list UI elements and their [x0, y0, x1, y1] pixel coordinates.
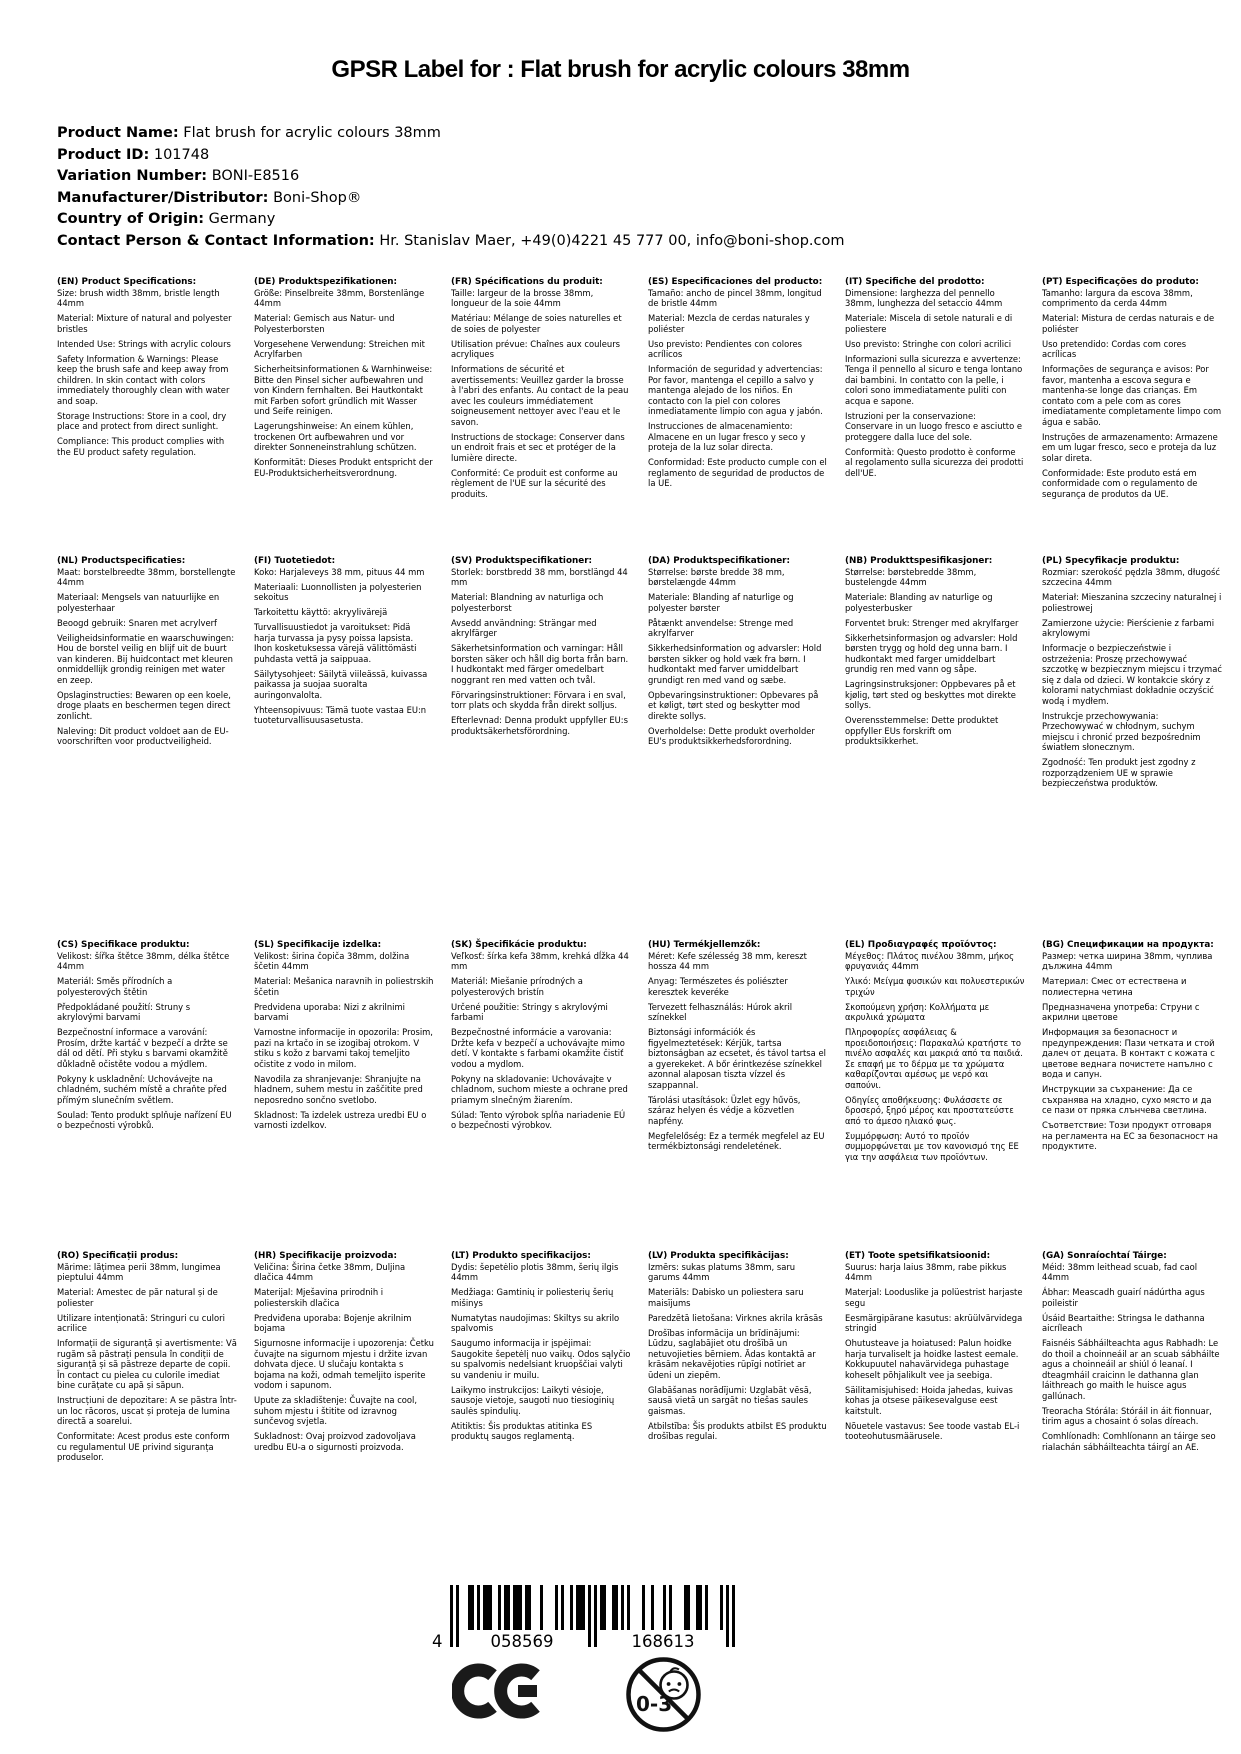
spec-paragraph: Konformität: Dieses Produkt entspricht der EU-Produktsicherheitsverordnung. — [254, 457, 433, 478]
spec-paragraph: Turvallisuustiedot ja varoitukset: Pidä harja turvassa ja pysy poissa lapsista. Ihon kosketuksessa värejä välittömästi puhdasta vettä ja saippuaa. — [254, 622, 417, 664]
lang-block-title: (NL) Productspecificaties: — [57, 556, 186, 566]
spec-paragraph: Säilytysohjeet: Säilytä viileässä, kuivassa paikassa ja suojaa suoralta auringonvalolta. — [254, 668, 428, 700]
lang-grid — [57, 277, 1236, 1467]
spec-paragraph: Material: Mixture of natural and polyester bristles — [57, 313, 232, 334]
spec-paragraph: Storlek: borstbredd 38 mm, borstlängd 44 mm — [451, 566, 628, 587]
spec-paragraph: Информация за безопасност и предупреждения: Пази четката и стой далеч от децата. В контакт с кожата с цветове веднага почистете напълно с вода и сапун. — [1042, 1027, 1215, 1079]
spec-paragraph: Skladnost: Ta izdelek ustreza uredbi EU o varnosti izdelkov. — [254, 1109, 427, 1130]
spec-paragraph: Ábhar: Meascadh guairí nádúrtha agus poileistir — [1042, 1287, 1205, 1308]
lang-block-sv — [451, 556, 631, 741]
spec-paragraph: Sikkerhetsinformasjon og advarsler: Hold børsten trygg og hold deg unna barn. I hudkontakt med farger umiddelbart grundig ren med vann og såpe. — [845, 632, 1018, 674]
info-label: Product Name: — [57, 125, 179, 141]
lang-block-title: (EL) Προδιαγραφές προϊόντος: — [845, 940, 997, 950]
spec-paragraph: Informacje o bezpieczeństwie i ostrzeżenia: Proszę przechowywać szczotkę w bezpiecznym miejscu i trzymać się z dala od dzieci. W kontakcie skóry z kolorami natychmiast dokładnie oczyścić wodą i mydłem. — [1042, 643, 1222, 706]
spec-paragraph: Maat: borstelbreedte 38mm, borstellengte 44mm — [57, 566, 236, 587]
spec-paragraph: Efterlevnad: Denna produkt uppfyller EU:s produktsäkerhetsförordning. — [451, 715, 628, 736]
spec-paragraph: Instruções de armazenamento: Armazene em um lugar fresco, seco e proteja da luz solar direta. — [1042, 431, 1218, 463]
spec-paragraph: Uso pretendido: Cordas com cores acrílicas — [1042, 338, 1187, 359]
spec-paragraph: Sukladnost: Ovaj proizvod zadovoljava uredbu EU-a o sigurnosti proizvoda. — [254, 1431, 416, 1452]
spec-paragraph: Información de seguridad y advertencias: Por favor, mantenga el cepillo a salvo y mantenga alejado de los niños. En contacto con la piel con colores inmediatamente limpio con agua y jabón. — [648, 364, 823, 416]
lang-block-title: (ES) Especificaciones del producto: — [648, 277, 823, 287]
spec-paragraph: Инструкции за съхранение: Да се съхранява на хладно, сухо място и да се пази от пряка слънчева светлина. — [1042, 1084, 1212, 1115]
spec-paragraph: Conformité: Ce produit est conforme au règlement de l'UE sur la sécurité des produits. — [451, 467, 618, 499]
lang-block-title: (PL) Specyfikacje produktu: — [1042, 556, 1180, 566]
lang-block-title: (BG) Спецификации на продукта: — [1042, 940, 1214, 950]
lang-block-hu — [648, 940, 828, 1156]
spec-paragraph: Súlad: Tento výrobok spĺňa nariadenie EÚ o bezpečnosti výrobkov. — [451, 1109, 626, 1130]
spec-paragraph: Υλικό: Μείγμα φυσικών και πολυεστερικών τριχών — [845, 976, 1025, 997]
spec-paragraph: Sigurnosne informacije i upozorenja: Četku čuvajte na sigurnom mjestu i držite izvan dohvata djece. U slučaju kontakta s bojama na koži, odmah temeljito isperite vodom i sapunom. — [254, 1338, 434, 1390]
barcode-digit-lead: 4 — [432, 1632, 443, 1651]
spec-paragraph: Istruzioni per la conservazione: Conservare in un luogo fresco e asciutto e proteggere dalla luce del sole. — [845, 410, 1023, 442]
lang-block-title: (CS) Specifikace produktu: — [57, 940, 190, 950]
spec-paragraph: Suurus: harja laius 38mm, rabe pikkus 44mm — [845, 1261, 1007, 1282]
spec-paragraph: Predviđena uporaba: Bojenje akrilnim bojama — [254, 1312, 412, 1333]
spec-paragraph: Tárolási utasítások: Üzlet egy hűvös, száraz helyen és védje a közvetlen napfény. — [648, 1094, 801, 1126]
spec-paragraph: Materiál: Směs přírodních a polyesterových štětin — [57, 976, 173, 997]
info-value: Boni-Shop® — [268, 189, 362, 206]
spec-paragraph: Σκοπούμενη χρήση: Κολλήματα με ακρυλικά χρώματα — [845, 1001, 990, 1022]
info-value: Hr. Stanislav Maer, +49(0)4221 45 777 00, info@boni-shop.com — [374, 232, 845, 249]
spec-paragraph: Bezpečnostné informácie a varovania: Držte kefa v bezpečí a uchovávajte mimo detí. V kontakte s farbami okamžite čistiť vodou a mydlom. — [451, 1027, 625, 1069]
barcode-bars — [424, 1585, 740, 1651]
spec-paragraph: Dimensione: larghezza del pennello 38mm, lunghezza del setaccio 44mm — [845, 287, 1003, 308]
spec-paragraph: Materiale: Blanding av naturlige og polyesterbusker — [845, 592, 993, 613]
lang-block-title: (RO) Specificații produs: — [57, 1251, 179, 1261]
spec-paragraph: Matériau: Mélange de soies naturelles et de soies de polyester — [451, 313, 622, 334]
info-value: Germany — [204, 211, 276, 228]
spec-paragraph: Säilitamisjuhised: Hoida jahedas, kuivas kohas ja otsese päikesevalguse eest kaitstult. — [845, 1384, 1013, 1416]
spec-paragraph: Safety Information & Warnings: Please keep the brush safe and keep away from children. In skin contact with colors immediately thoroughly clean with water and soap. — [57, 353, 230, 406]
spec-paragraph: Размер: четка ширина 38mm, чуплива дължина 44mm — [1042, 950, 1213, 971]
spec-paragraph: Utilisation prévue: Chaînes aux couleurs acryliques — [451, 338, 621, 359]
spec-paragraph: Mărime: lățimea perii 38mm, lungimea pieptului 44mm — [57, 1261, 221, 1282]
spec-paragraph: Materiaali: Luonnollisten ja polyesterien sekoitus — [254, 581, 422, 602]
spec-paragraph: Numatytas naudojimas: Skiltys su akrilo spalvomis — [451, 1312, 620, 1333]
info-line — [57, 231, 845, 253]
spec-paragraph: Größe: Pinselbreite 38mm, Borstenlänge 44mm — [254, 287, 425, 308]
spec-paragraph: Intended Use: Strings with acrylic colours — [57, 338, 231, 349]
spec-paragraph: Materiāls: Dabisko un poliestera saru maisījums — [648, 1287, 804, 1308]
lang-block-title: (SV) Produktspecifikationer: — [451, 556, 593, 566]
info-value: Flat brush for acrylic colours 38mm — [178, 125, 441, 141]
spec-paragraph: Materjal: Looduslike ja polüestrist harjaste segu — [845, 1287, 1023, 1308]
spec-paragraph: Tervezett felhasználás: Húrok akril színekkel — [648, 1001, 793, 1022]
spec-paragraph: Tamanho: largura da escova 38mm, comprimento da cerda 44mm — [1042, 287, 1193, 308]
spec-paragraph: Материал: Смес от естествена и полиестерна четина — [1042, 976, 1187, 997]
spec-paragraph: Informações de segurança e avisos: Por favor, mantenha a escova segura e mantenha-se longe das crianças. Em contato com a pele com as cores imediatamente completamente limpo com água e sabão. — [1042, 364, 1222, 427]
spec-paragraph: Pokyny k uskladnění: Uchovávejte na chladném, suchém místě a chraňte před přímým slunečním světlem. — [57, 1073, 227, 1105]
spec-paragraph: Instructions de stockage: Conserver dans un endroit frais et sec et protéger de la lumière directe. — [451, 431, 625, 463]
spec-paragraph: Předpokládané použití: Struny s akrylovými barvami — [57, 1001, 191, 1022]
lang-block-sl — [254, 940, 434, 1135]
spec-paragraph: Instrukcje przechowywania: Przechowywać w chłodnym, suchym miejscu i chronić przed bezpośrednim światłem słonecznym. — [1042, 710, 1201, 752]
spec-paragraph: Informations de sécurité et avertissements: Veuillez garder la brosse à l'abri des enfants. Au contact de la peau avec les couleurs immédiatement soigneusement nettoyer avec l'eau et le savon. — [451, 364, 629, 427]
lang-block-es — [648, 277, 828, 493]
spec-paragraph: Conformità: Questo prodotto è conforme al regolamento sulla sicurezza dei prodotti dell'UE. — [845, 446, 1024, 478]
spec-paragraph: Material: Mistura de cerdas naturais e de poliéster — [1042, 313, 1215, 334]
barcode-digits-left: 058569 — [490, 1632, 554, 1651]
lang-block-nb — [845, 556, 1025, 751]
lang-block-title: (SK) Špecifikácie produktu: — [451, 940, 587, 950]
spec-paragraph: Size: brush width 38mm, bristle length 44mm — [57, 287, 220, 308]
spec-paragraph: Påtænkt anvendelse: Strenge med akrylfarver — [648, 617, 794, 638]
spec-paragraph: Veličina: Širina četke 38mm, Duljina dlačica 44mm — [254, 1261, 406, 1282]
spec-paragraph: Instrucciones de almacenamiento: Almacene en un lugar fresco y seco y proteja de la luz solar directa. — [648, 421, 806, 452]
spec-paragraph: Naleving: Dit product voldoet aan de EU-voorschriften voor productveiligheid. — [57, 725, 229, 746]
spec-paragraph: Πληροφορίες ασφάλειας & προειδοποιήσεις: Παρακαλώ κρατήστε το πινέλο ασφαλές και μακριά από τα παιδιά. Σε επαφή με το δέρμα με τα χρώματα καθαρίζονται αμέσως με νερό και σαπούνι. — [845, 1027, 1023, 1090]
lang-block-title: (DA) Produktspecifikationer: — [648, 556, 791, 566]
spec-paragraph: Conformidad: Este producto cumple con el reglamento de seguridad de productos de la UE. — [648, 457, 827, 488]
spec-paragraph: Anyag: Természetes és poliészter keresztek keveréke — [648, 976, 788, 997]
age-warning-text: 0-3 — [636, 1692, 673, 1716]
spec-paragraph: Material: Amestec de păr natural și de poliester — [57, 1287, 218, 1308]
spec-paragraph: Bezpečnostní informace a varování: Prosím, držte kartáč v bezpečí a držte se dál od dětí. Při styku s barvami okamžitě důkladně očistěte vodou a mýdlem. — [57, 1027, 228, 1069]
spec-paragraph: Tamaño: ancho de pincel 38mm, longitud de bristle 44mm — [648, 287, 822, 308]
info-label: Contact Person & Contact Information: — [57, 232, 375, 249]
spec-paragraph: Úsáid Beartaithe: Stringsa le dathanna aicríleach — [1042, 1312, 1205, 1333]
spec-paragraph: Faisnéis Sábháilteachta agus Rabhadh: Le do thoil a choinneáil ar an scuab sábháilte agus a choinneáil ar shiúl ó leanaí. I dteagmháil craicinn le dathanna glan láithreach go maith le huisce agus gallúnach. — [1042, 1338, 1220, 1401]
spec-paragraph: Soulad: Tento produkt splňuje nařízení EU o bezpečnosti výrobků. — [57, 1109, 232, 1130]
spec-paragraph: Materiale: Miscela di setole naturali e di poliestere — [845, 313, 1013, 334]
lang-block-hr — [254, 1251, 434, 1457]
lang-block-title: (DE) Produktspezifikationen: — [254, 277, 398, 287]
spec-paragraph: Atbilstība: Šis produkts atbilst ES produktu drošības regulai. — [648, 1420, 827, 1441]
spec-paragraph: Storage Instructions: Store in a cool, dry place and protect from direct sunlight. — [57, 410, 227, 431]
spec-paragraph: Eesmärgipärane kasutus: akrüülvärvidega stringid — [845, 1312, 1023, 1333]
spec-paragraph: Ohutusteave ja hoiatused: Palun hoidke harja turvaliselt ja hoidke lastest eemale. Kokkupuutel nahavärvidega puhastage koheselt põhjalikult vee ja seebiga. — [845, 1338, 1019, 1380]
lang-block-title: (LV) Produkta specifikācijas: — [648, 1251, 789, 1261]
spec-paragraph: Pokyny na skladovanie: Uchovávajte v chladnom, suchom mieste a ochrane pred priamym slnečným žiarením. — [451, 1073, 628, 1105]
lang-block-title: (IT) Specifiche del prodotto: — [845, 277, 985, 287]
spec-paragraph: Paredzētā lietošana: Virknes akrila krāsās — [648, 1312, 823, 1323]
spec-paragraph: Nõuetele vastavus: See toode vastab EL-i tooteohutusmäärusele. — [845, 1420, 1020, 1441]
spec-paragraph: Velikost: šířka štětce 38mm, délka štětce 44mm — [57, 950, 230, 971]
spec-paragraph: Conformitate: Acest produs este conform cu regulamentul UE privind siguranța produselor. — [57, 1431, 230, 1462]
spec-paragraph: Предназначена употреба: Струни с акрилни цветове — [1042, 1001, 1200, 1022]
lang-block-lt — [451, 1251, 631, 1446]
lang-block-de — [254, 277, 434, 483]
spec-paragraph: Materiál: Miešanie prírodných a polyesterových bristín — [451, 976, 583, 997]
spec-paragraph: Upute za skladištenje: Čuvajte na cool, suhom mjestu i štitite od izravnog sunčevog svjetla. — [254, 1395, 418, 1426]
spec-paragraph: Drošības informācija un brīdinājumi: Lūdzu, saglabājiet otu drošībā un netuvojieties bērniem. Ādas kontaktā ar krāsām nekavējoties rūpīgi notīriet ar ūdeni un ziepēm. — [648, 1327, 816, 1380]
lang-block-pl — [1042, 556, 1222, 793]
info-line — [57, 188, 845, 210]
spec-paragraph: Predvidena uporaba: Nizi z akrilnimi barvami — [254, 1001, 405, 1022]
lang-block-nl — [57, 556, 237, 751]
spec-paragraph: Lagerungshinweise: An einem kühlen, trockenen Ort aufbewahren und vor direkter Sonneneinstrahlung schützen. — [254, 421, 417, 452]
lang-block-cs — [57, 940, 237, 1135]
spec-paragraph: Materijal: Mješavina prirodnih i poliesterskih dlačica — [254, 1287, 384, 1308]
spec-paragraph: Glabāšanas norādījumi: Uzglabāt vēsā, sausā vietā un sargāt no tiešas saules gaismas. — [648, 1384, 812, 1416]
spec-paragraph: Conformidade: Este produto está em conformidade com o regulamento de segurança de produtos da UE. — [1042, 467, 1198, 499]
spec-paragraph: Overensstemmelse: Dette produktet oppfyller EUs forskrift om produktsikkerhet. — [845, 715, 999, 746]
spec-paragraph: Съответствие: Този продукт отговаря на регламента на ЕС за безопасност на продуктите. — [1042, 1120, 1219, 1151]
page-title: GPSR Label for : Flat brush for acrylic colours 38mm — [331, 56, 910, 83]
spec-paragraph: Velikost: širina čopiča 38mm, dolžina ščetin 44mm — [254, 950, 410, 971]
spec-paragraph: Taille: largeur de la brosse 38mm, longueur de la soie 44mm — [451, 287, 594, 308]
lang-block-title: (PT) Especificações do produto: — [1042, 277, 1199, 287]
spec-paragraph: Comhlíonadh: Comhlíonann an táirge seo rialachán sábháilteachta táirgí an AE. — [1042, 1431, 1216, 1452]
spec-paragraph: Beoogd gebruik: Snaren met acrylverf — [57, 617, 217, 628]
spec-paragraph: Sicherheitsinformationen & Warnhinweise: Bitte den Pinsel sicher aufbewahren und von Kindern fernhalten. Bei Hautkontakt mit Farben sofort gründlich mit Wasser und Seife reinigen. — [254, 364, 433, 416]
lang-block-ga — [1042, 1251, 1222, 1457]
lang-block-title: (LT) Produkto specifikacijos: — [451, 1251, 591, 1261]
lang-block-bg — [1042, 940, 1222, 1156]
spec-paragraph: Materiale: Blanding af naturlige og polyester børster — [648, 592, 794, 613]
spec-paragraph: Utilizare intenționată: Stringuri cu culori acrilice — [57, 1312, 225, 1333]
spec-paragraph: Forventet bruk: Strenger med akrylfarger — [845, 617, 1019, 628]
spec-paragraph: Tarkoitettu käyttö: akryylivärejä — [254, 607, 388, 617]
spec-paragraph: Informații de siguranță și avertismente: Vă rugăm să păstrați pensula în condiții de siguranță și să păstreze departe de copii. În contact cu pielea cu culorile imediat bine curățate cu apă și săpun. — [57, 1338, 237, 1390]
lang-block-el — [845, 940, 1025, 1167]
lang-block-sk — [451, 940, 631, 1135]
spec-paragraph: Vorgesehene Verwendung: Streichen mit Acrylfarben — [254, 338, 425, 359]
spec-paragraph: Opslaginstructies: Bewaren op een koele, droge plaats en beschermen tegen direct zonlicht. — [57, 689, 231, 721]
spec-paragraph: Συμμόρφωση: Αυτό το προϊόν συμμορφώνεται με τον κανονισμό της ΕΕ για την ασφάλεια των προϊόντων. — [845, 1130, 1019, 1162]
lang-block-title: (EN) Product Specifications: — [57, 277, 197, 287]
lang-block-title: (NB) Produkttspesifikasjoner: — [845, 556, 993, 566]
spec-paragraph: Izmērs: sukas platums 38mm, saru garums 44mm — [648, 1261, 796, 1282]
spec-paragraph: Zgodność: Ten produkt jest zgodny z rozporządzeniem UE w sprawie bezpieczeństwa produktów. — [1042, 757, 1196, 788]
info-label: Product ID: — [57, 146, 150, 163]
spec-paragraph: Dydis: šepetėlio plotis 38mm, šerių ilgis 44mm — [451, 1261, 619, 1282]
lang-block-fi — [254, 556, 434, 730]
spec-paragraph: Material: Mezcla de cerdas naturales y poliéster — [648, 313, 810, 334]
spec-paragraph: Materiaal: Mengsels van natuurlijke en polyesterhaar — [57, 592, 220, 613]
info-line — [57, 166, 845, 188]
spec-paragraph: Méid: 38mm leithead scuab, fad caol 44mm — [1042, 1261, 1198, 1282]
lang-block-it — [845, 277, 1025, 483]
barcode-digits-right: 168613 — [631, 1632, 695, 1651]
info-label: Country of Origin: — [57, 211, 205, 228]
spec-paragraph: Varnostne informacije in opozorila: Prosim, pazi na krtačo in se izogibaj otrokom. V stiku s kožo z barvami takoj temeljito očistite z vodo in milom. — [254, 1027, 433, 1069]
spec-paragraph: Megfelelőség: Ez a termék megfelel az EU termékbiztonsági rendeletének. — [648, 1130, 825, 1151]
lang-block-lv — [648, 1251, 828, 1446]
spec-paragraph: Treoracha Stórála: Stóráil in áit fionnuar, tirim agus a chosaint ó solas díreach. — [1042, 1405, 1212, 1426]
spec-paragraph: Οδηγίες αποθήκευσης: Φυλάσσετε σε δροσερό, ξηρό μέρος και προστατεύστε από το άμεσο ηλιακό φως. — [845, 1094, 1014, 1126]
info-line — [57, 123, 845, 145]
spec-paragraph: Förvaringsinstruktioner: Förvara i en sval, torr plats och skydda från direkt solljus. — [451, 689, 626, 710]
lang-block-title: (HU) Termékjellemzők: — [648, 940, 761, 950]
spec-paragraph: Materiał: Mieszanina szczeciny naturalnej i poliestrowej — [1042, 592, 1222, 613]
info-line — [57, 145, 845, 167]
spec-paragraph: Laikymo instrukcijos: Laikyti vėsioje, sausoje vietoje, saugoti nuo tiesioginių saulės spindulių. — [451, 1384, 615, 1416]
barcode — [424, 1585, 740, 1655]
spec-paragraph: Biztonsági információk és figyelmeztetések: Kérjük, tartsa biztonságban az ecsetet, és távol tartsa el a gyerekeket. A bőr érintkezése színekkel azonnal alaposan tiszta vízzel és szappannal. — [648, 1027, 826, 1090]
lang-block-title: (FR) Spécifications du produit: — [451, 277, 603, 287]
lang-block-title: (FI) Tuotetiedot: — [254, 556, 336, 566]
spec-paragraph: Størrelse: børste bredde 38 mm, børstelængde 44mm — [648, 566, 785, 587]
spec-paragraph: Rozmiar: szerokość pędzla 38mm, długość szczecina 44mm — [1042, 566, 1220, 587]
spec-paragraph: Säkerhetsinformation och varningar: Håll borsten säker och håll dig borta från barn. I hudkontakt med färger omedelbart noggrant ren med vatten och tvål. — [451, 643, 629, 685]
info-label: Manufacturer/Distributor: — [57, 189, 269, 206]
spec-paragraph: Určené použitie: Stringy s akrylovými farbami — [451, 1001, 608, 1022]
spec-paragraph: Yhteensopivuus: Tämä tuote vastaa EU:n tuoteturvallisuusasetusta. — [254, 704, 427, 725]
age-warning-icon — [624, 1655, 703, 1738]
info-value: 101748 — [149, 146, 210, 163]
spec-paragraph: Sikkerhedsinformation og advarsler: Hold børsten sikker og hold væk fra børn. I hudkontakt med farver umiddelbart grundigt ren med vand og sæbe. — [648, 643, 822, 685]
info-value: BONI-E8516 — [207, 168, 300, 185]
spec-paragraph: Opbevaringsinstruktioner: Opbevares på et køligt, tørt sted og beskytter mod direkte sollys. — [648, 689, 819, 721]
lang-block-en — [57, 277, 237, 462]
spec-paragraph: Koko: Harjaleveys 38 mm, pituus 44 mm — [254, 566, 425, 577]
spec-paragraph: Material: Gemisch aus Natur- und Polyesterborsten — [254, 313, 395, 334]
lang-block-da — [648, 556, 828, 751]
lang-block-et — [845, 1251, 1025, 1446]
info-line — [57, 209, 845, 231]
spec-paragraph: Saugumo informacija ir įspėjimai: Saugokite šepetėlį nuo vaikų. Odos sąlyčio su spalvomis nedelsiant kruopščiai valyti su vandeniu ir muilu. — [451, 1338, 631, 1380]
spec-paragraph: Zamierzone użycie: Pierścienie z farbami akrylowymi — [1042, 617, 1215, 638]
spec-paragraph: Størrelse: børstebredde 38mm, bustelengde 44mm — [845, 566, 977, 587]
lang-block-title: (HR) Specifikacije proizvoda: — [254, 1251, 397, 1261]
spec-paragraph: Méret: Kefe szélesség 38 mm, kereszt hossza 44 mm — [648, 950, 807, 971]
spec-paragraph: Veľkosť: šírka kefa 38mm, krehká dĺžka 44 mm — [451, 950, 629, 971]
spec-paragraph: Medžiaga: Gamtinių ir poliesterių šerių mišinys — [451, 1287, 614, 1308]
spec-paragraph: Instrucțiuni de depozitare: A se păstra într- un loc răcoros, uscat și proteja de lumina directă a soarelui. — [57, 1395, 237, 1426]
spec-paragraph: Avsedd användning: Strängar med akrylfärger — [451, 617, 597, 638]
spec-paragraph: Uso previsto: Pendientes con colores acrílicos — [648, 338, 802, 359]
product-info — [57, 123, 845, 253]
spec-paragraph: Veiligheidsinformatie en waarschuwingen: Hou de borstel veilig en blijf uit de buurt van kinderen. Bij huidcontact met kleuren onmiddellijk grondig reinigen met water en zeep. — [57, 632, 235, 685]
spec-paragraph: Material: Blandning av naturliga och polyesterborst — [451, 592, 604, 613]
spec-paragraph: Lagringsinstruksjoner: Oppbevares på et kjølig, tørt sted og beskyttes mot direkte sollys. — [845, 679, 1016, 710]
spec-paragraph: Overholdelse: Dette produkt overholder EU's produktsikkerhedsforordning. — [648, 725, 815, 746]
lang-block-ro — [57, 1251, 237, 1467]
spec-paragraph: Μέγεθος: Πλάτος πινέλου 38mm, μήκος φρυγανιάς 44mm — [845, 950, 1014, 971]
spec-paragraph: Atitiktis: Šis produktas atitinka ES produktų saugos reglamentą. — [451, 1420, 593, 1441]
lang-block-title: (SL) Specifikacije izdelka: — [254, 940, 382, 950]
lang-block-title: (GA) Sonraíochtaí Táirge: — [1042, 1251, 1167, 1261]
spec-paragraph: Uso previsto: Stringhe con colori acrilici — [845, 338, 1012, 349]
lang-block-title: (ET) Toote spetsifikatsioonid: — [845, 1251, 991, 1261]
lang-block-pt — [1042, 277, 1222, 504]
spec-paragraph: Informazioni sulla sicurezza e avvertenze: Tenga il pennello al sicuro e tenga lontano dai bambini. In contatto con la pelle, i colori sono immediatamente puliti con acqua e sapone. — [845, 353, 1023, 406]
lang-block-fr — [451, 277, 631, 504]
info-label: Variation Number: — [57, 168, 208, 185]
spec-paragraph: Material: Mešanica naravnih in poliestrskih ščetin — [254, 976, 434, 997]
spec-paragraph: Compliance: This product complies with the EU product safety regulation. — [57, 436, 225, 457]
spec-paragraph: Navodila za shranjevanje: Shranjujte na hladnem, suhem mestu in zaščitite pred neposredno sončno svetlobo. — [254, 1073, 423, 1105]
ce-mark-icon — [452, 1659, 547, 1729]
